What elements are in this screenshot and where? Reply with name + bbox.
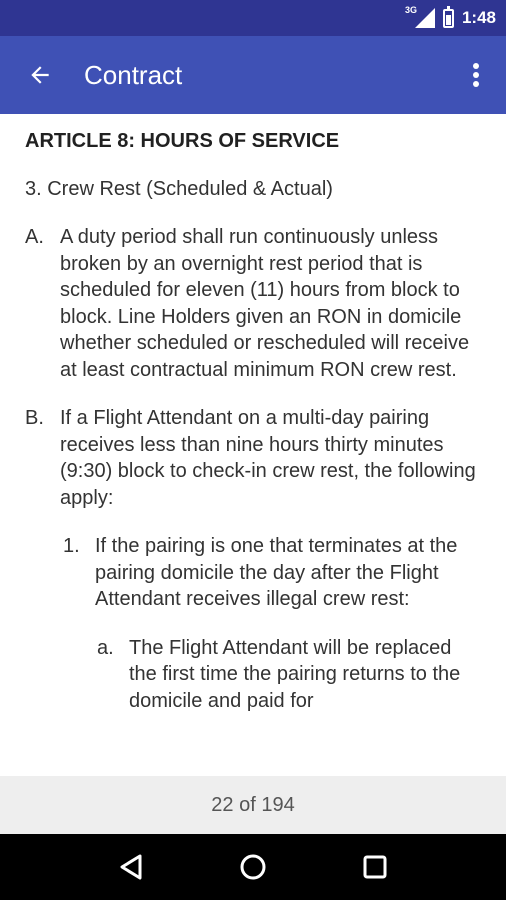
home-circle-icon xyxy=(239,853,267,881)
system-nav-bar xyxy=(0,834,506,900)
list-item xyxy=(25,224,484,383)
page-title: Contract xyxy=(84,59,183,90)
item-marker: a. xyxy=(97,636,114,659)
document-content[interactable] xyxy=(0,114,506,776)
list-item xyxy=(25,405,484,511)
list-item xyxy=(25,533,484,613)
page-indicator xyxy=(0,776,506,834)
network-type-label: 3G xyxy=(404,5,417,15)
nav-home-button[interactable] xyxy=(223,837,283,897)
item-text: If the pairing is one that terminates at the pairing domicile the day after the Flight Attendant receives illegal crew rest: xyxy=(95,535,458,610)
article-heading: ARTICLE 8: HOURS OF SERVICE xyxy=(25,130,340,152)
item-marker: A. xyxy=(25,226,44,248)
item-text: The Flight Attendant will be replaced the first time the pairing returns to the domicile and paid for xyxy=(129,636,461,712)
item-text: A duty period shall run continuously unless broken by an overnight rest period that is scheduled for eleven (11) hours from block to block. Line Holders given an RON in domicile whether scheduled or rescheduled will receive at least contractual minimum RON crew rest. xyxy=(60,226,470,381)
section-title: 3. Crew Rest (Scheduled & Actual) xyxy=(25,178,333,200)
recents-square-icon xyxy=(362,854,388,880)
list-item xyxy=(25,635,484,715)
overflow-menu-icon xyxy=(472,62,480,88)
battery-icon xyxy=(443,9,454,28)
back-triangle-icon xyxy=(118,853,144,881)
back-button[interactable] xyxy=(0,36,80,114)
item-marker: 1. xyxy=(63,535,80,557)
status-bar xyxy=(0,0,506,36)
arrow-left-icon xyxy=(27,62,53,88)
item-text: If a Flight Attendant on a multi-day pairing receives less than nine hours thirty minutes (9:30) block to check-in crew rest, the following apply: xyxy=(60,407,476,509)
page-indicator-label: 22 of 194 xyxy=(211,793,295,816)
app-bar xyxy=(0,36,506,114)
overflow-menu-button[interactable] xyxy=(446,36,506,114)
item-marker: B. xyxy=(25,407,44,429)
nav-back-button[interactable] xyxy=(101,837,161,897)
nav-recents-button[interactable] xyxy=(345,837,405,897)
clock: 1:48 xyxy=(461,8,496,27)
signal-icon xyxy=(404,5,435,28)
